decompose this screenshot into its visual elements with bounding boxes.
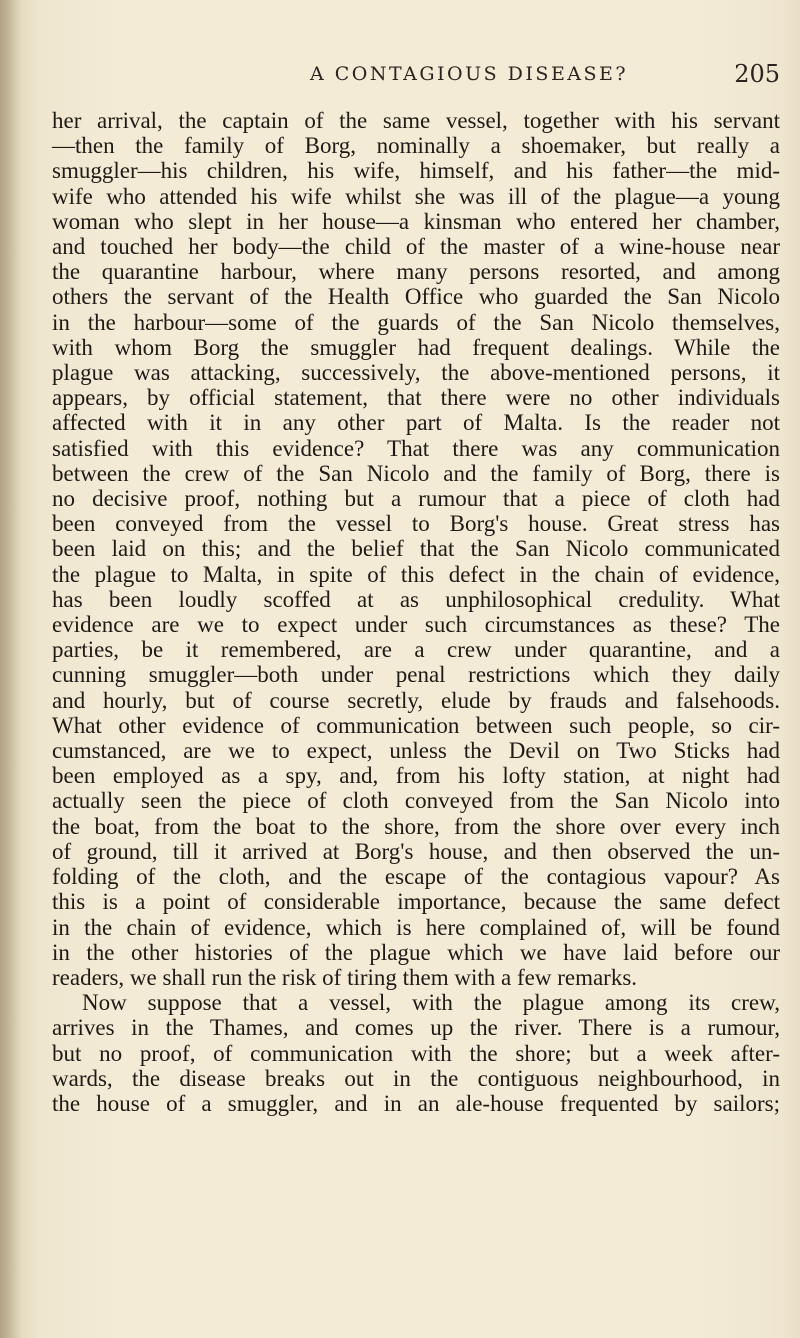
text-line: satisfied with this evidence? That there was any communication [52,435,780,461]
text-line: the boat, from the boat to the shore, from the shore over every inch [52,813,780,839]
text-line: readers, we shall run the risk of tiring them with a few remarks. [52,964,638,990]
text-line: wards, the disease breaks out in the contiguous neighbourhood, in [52,1065,780,1091]
text-line: of ground, till it arrived at Borg's house, and then observed the un- [52,838,780,864]
text-line: Now suppose that a vessel, with the plague among its crew, [82,990,780,1016]
text-line: arrives in the Thames, and comes up the river. There is a rumour, [52,1015,780,1041]
text-line: been laid on this; and the belief that the San Nicolo communicated [52,536,780,562]
text-line: folding of the cloth, and the escape of the contagious vapour? As [52,864,780,890]
text-line: What other evidence of communication between such people, so cir- [52,712,780,738]
text-line: this is a point of considerable importance, because the same defect [52,889,780,915]
text-line: smuggler—his children, his wife, himself, and his father—the mid- [52,158,780,184]
text-line: the house of a smuggler, and in an ale-house frequented by sailors; [52,1090,780,1116]
text-line: with whom Borg the smuggler had frequent dealings. While the [52,334,780,360]
text-line: in the chain of evidence, which is here complained of, will be found [52,914,780,940]
binding-gutter-shadow [0,0,22,1338]
text-line: cumstanced, are we to expect, unless the Devil on Two Sticks had [52,738,780,764]
text-line: her arrival, the captain of the same vessel, together with his servant [52,108,780,133]
text-line: cunning smuggler—both under penal restrictions which they daily [52,662,780,688]
text-line: others the servant of the Health Office who guarded the San Nicolo [52,284,780,310]
running-head: A CONTAGIOUS DISEASE? [310,63,629,85]
text-line: parties, be it remembered, are a crew under quarantine, and a [52,637,780,663]
text-line: the plague to Malta, in spite of this defect in the chain of evidence, [52,561,780,587]
text-line: in the other histories of the plague which we have laid before our [52,939,780,965]
body-text [52,108,780,1116]
text-line: woman who slept in her house—a kinsman who entered her chamber, [52,208,780,234]
text-line: and touched her body—the child of the master of a wine-house near [52,234,780,260]
text-line: appears, by official statement, that there were no other individuals [52,385,780,411]
text-line: and hourly, but of course secretly, elude by frauds and falsehoods. [52,687,780,713]
text-line: plague was attacking, successively, the above-mentioned persons, it [52,360,780,386]
text-line: wife who attended his wife whilst she was ill of the plague—a young [52,183,780,209]
text-line: but no proof, of communication with the shore; but a week after- [52,1040,780,1066]
page-header [310,60,780,90]
text-line: in the harbour—some of the guards of the San Nicolo themselves, [52,309,780,335]
text-line: evidence are we to expect under such circumstances as these? The [52,612,780,638]
text-line: actually seen the piece of cloth conveyed from the San Nicolo into [52,788,780,814]
text-line: —then the family of Borg, nominally a shoemaker, but really a [52,133,780,159]
text-line: affected with it in any other part of Malta. Is the reader not [52,410,780,436]
text-line: been conveyed from the vessel to Borg's house. Great stress has [52,511,780,537]
text-line: between the crew of the San Nicolo and the family of Borg, there is [52,460,780,486]
text-line: has been loudly scoffed at as unphilosophical credulity. What [52,586,780,612]
text-line: been employed as a spy, and, from his lofty station, at night had [52,763,780,789]
page-number: 205 [734,60,780,88]
text-line: the quarantine harbour, where many persons resorted, and among [52,259,780,285]
text-line: no decisive proof, nothing but a rumour that a piece of cloth had [52,486,780,512]
